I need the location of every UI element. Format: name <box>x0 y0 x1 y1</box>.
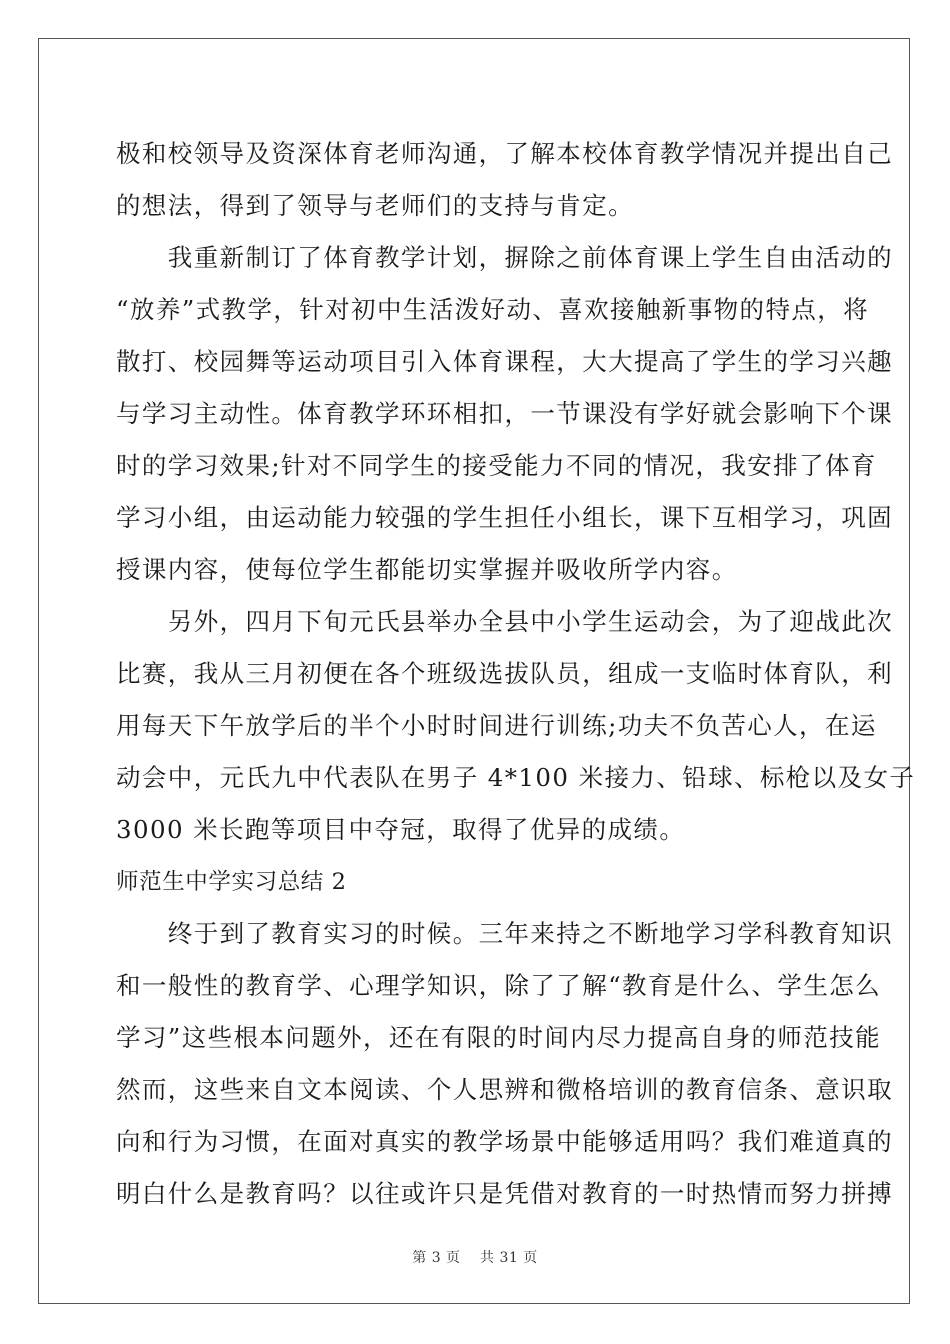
paragraph-line: 比赛，我从三月初便在各个班级选拔队员，组成一支临时体育队，利 <box>116 659 893 688</box>
paragraph-line: 时的学习效果;针对不同学生的接受能力不同的情况，我安排了体育 <box>116 451 877 480</box>
paragraph-line: 向和行为习惯，在面对真实的教学场景中能够适用吗？我们难道真的 <box>116 1127 893 1156</box>
paragraph-line: 学习小组，由运动能力较强的学生担任小组长，课下互相学习，巩固 <box>116 503 893 532</box>
paragraph-line: 与学习主动性。体育教学环环相扣，一节课没有学好就会影响下个课 <box>116 399 893 428</box>
paragraph-line: 另外，四月下旬元氏县举办全县中小学生运动会，为了迎战此次 <box>116 607 893 636</box>
document-body <box>116 128 916 1220</box>
paragraph-line: “放养”式教学，针对初中生活泼好动、喜欢接触新事物的特点，将 <box>116 295 870 324</box>
paragraph-line: 动会中，元氏九中代表队在男子 4*100 米接力、铅球、标枪以及女子 <box>116 763 916 792</box>
paragraph-line: 授课内容，使每位学生都能切实掌握并吸收所学内容。 <box>116 555 738 584</box>
paragraph-line: 学习”这些根本问题外，还在有限的时间内尽力提高自身的师范技能 <box>116 1023 882 1052</box>
paragraph-line: 明白什么是教育吗？以往或许只是凭借对教育的一时热情而努力拼搏 <box>116 1179 893 1208</box>
paragraph-line: 极和校领导及资深体育老师沟通，了解本校体育教学情况并提出自己 <box>116 139 893 168</box>
paragraph-line: 用每天下午放学后的半个小时时间进行训练;功夫不负苦心人，在运 <box>116 711 877 740</box>
paragraph-line: 的想法，得到了领导与老师们的支持与肯定。 <box>116 191 634 220</box>
paragraph-line: 和一般性的教育学、心理学知识，除了了解“教育是什么、学生怎么 <box>116 971 882 1000</box>
paragraph-line: 我重新制订了体育教学计划，摒除之前体育课上学生自由活动的 <box>116 243 893 272</box>
paragraph-line: 散打、校园舞等运动项目引入体育课程，大大提高了学生的学习兴趣 <box>116 347 893 376</box>
paragraph-line: 然而，这些来自文本阅读、个人思辨和微格培训的教育信条、意识取 <box>116 1075 893 1104</box>
paragraph-line: 3000 米长跑等项目中夺冠，取得了优异的成绩。 <box>116 815 686 844</box>
paragraph-line: 终于到了教育实习的时候。三年来持之不断地学习学科教育知识 <box>116 919 893 948</box>
section-heading: 师范生中学实习总结 2 <box>116 869 347 895</box>
page-number-footer: 第 3 页 共 31 页 <box>412 1250 538 1266</box>
